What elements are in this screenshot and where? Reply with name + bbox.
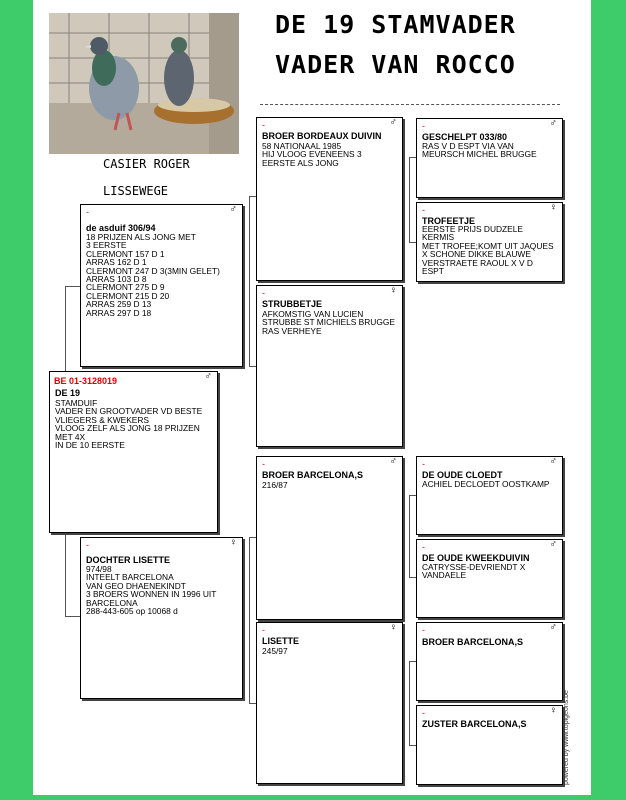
owner-place: LISSEWEGE bbox=[103, 184, 169, 198]
female-icon: ♀ bbox=[229, 537, 237, 548]
connector-line bbox=[409, 577, 416, 578]
pigeon-description: STAMDUIF VADER EN GROOTVADER VD BESTE VLIEGERS & KWEKERS VLOOG ZELF ALS JONG 18 PRIJZEN MET 4X IN DE 10 EERSTE bbox=[55, 398, 203, 451]
title-divider bbox=[260, 104, 560, 105]
connector-line bbox=[249, 196, 256, 197]
connector-line bbox=[409, 661, 410, 745]
pigeon-card-mm[interactable] bbox=[256, 622, 403, 784]
male-icon: ♂ bbox=[549, 622, 557, 633]
pigeon-description: EERSTE PRIJS DUDZELE KERMIS MET TROFEE;KOMT UIT JAQUES X SCHONE DIKKE BLAUWE VERSTRAETE RAOUL X V D ESPT bbox=[422, 224, 554, 277]
male-icon: ♂ bbox=[549, 539, 557, 550]
male-icon: ♂ bbox=[229, 204, 237, 215]
pigeon-description: RAS V D ESPT VIA VAN MEURSCH MICHEL BRUGGE bbox=[422, 141, 537, 160]
pigeon-card-mf[interactable] bbox=[256, 456, 403, 620]
title-line-2: VADER VAN ROCCO bbox=[275, 50, 516, 79]
ring-placeholder: - bbox=[422, 625, 425, 635]
connector-line bbox=[409, 157, 416, 158]
pigeon-description: 245/97 bbox=[262, 646, 288, 656]
connector-line bbox=[409, 242, 416, 243]
ring-placeholder: - bbox=[86, 207, 89, 217]
ring-placeholder: - bbox=[422, 121, 425, 131]
pigeon-card-mother[interactable] bbox=[80, 537, 243, 699]
pigeon-name: STRUBBETJE bbox=[262, 299, 323, 309]
ring-placeholder: - bbox=[422, 708, 425, 718]
ring-placeholder: - bbox=[262, 288, 265, 298]
pigeon-card-fm[interactable] bbox=[256, 285, 403, 447]
ring-placeholder: - bbox=[422, 459, 425, 469]
pigeon-description: AFKOMSTIG VAN LUCIEN STRUBBE ST MICHIELS BRUGGE RAS VERHEYE bbox=[262, 309, 395, 336]
connector-line bbox=[65, 286, 80, 287]
pigeon-card-ff[interactable] bbox=[256, 117, 403, 281]
connector-line bbox=[409, 495, 410, 577]
ring-placeholder: - bbox=[262, 625, 265, 635]
female-icon: ♀ bbox=[389, 622, 397, 633]
pigeon-description: CATRYSSE-DEVRIENDT X VANDAELE bbox=[422, 562, 526, 581]
connector-line bbox=[249, 366, 256, 367]
pigeon-name: BROER BORDEAUX DUIVIN bbox=[262, 131, 382, 141]
ring-placeholder: - bbox=[262, 459, 265, 469]
connector-line bbox=[249, 196, 250, 366]
male-icon: ♂ bbox=[389, 117, 397, 128]
pigeon-card-subject[interactable] bbox=[49, 371, 218, 533]
powered-by-credit[interactable]: powered by www.topigeons.be bbox=[563, 690, 570, 785]
ring-number: BE 01-3128019 bbox=[54, 376, 118, 386]
male-icon: ♂ bbox=[389, 456, 397, 467]
connector-line bbox=[409, 745, 416, 746]
pigeon-name: ZUSTER BARCELONA,S bbox=[422, 719, 527, 729]
pigeon-description: 974/98 INTEELT BARCELONA VAN GEO DHAENEKINDT 3 BROERS WONNEN IN 1996 UIT BARCELONA 288-443-605 op 10068 d bbox=[86, 564, 217, 617]
connector-line bbox=[65, 616, 80, 617]
pigeon-card-mmf[interactable] bbox=[416, 622, 563, 701]
connector-line bbox=[409, 157, 410, 242]
connector-line bbox=[409, 661, 416, 662]
pigeon-name: de asduif 306/94 bbox=[86, 223, 156, 233]
pigeon-card-mmm[interactable] bbox=[416, 705, 563, 785]
ring-placeholder: - bbox=[262, 120, 265, 130]
title-line-1: DE 19 STAMVADER bbox=[275, 10, 516, 39]
female-icon: ♀ bbox=[549, 202, 557, 213]
connector-line bbox=[409, 495, 416, 496]
pigeon-description: ACHIEL DECLOEDT OOSTKAMP bbox=[422, 479, 550, 489]
pigeon-name: LISETTE bbox=[262, 636, 300, 646]
pigeon-name: DE OUDE KWEEKDUIVIN bbox=[422, 553, 530, 563]
pigeon-description: 18 PRIJZEN ALS JONG MET 3 EERSTE CLERMONT 157 D 1 ARRAS 162 D 1 CLERMONT 247 D 3(3MIN GELET) ARRAS 103 D 8 CLERMONT 275 D 9 CLERMONT 215 D 20 ARRAS 259 D 13 ARRAS 297 D 18 bbox=[86, 232, 220, 318]
ring-placeholder: - bbox=[86, 540, 89, 550]
pigeon-name: BROER BARCELONA,S bbox=[262, 470, 364, 480]
pigeon-card-fff[interactable] bbox=[416, 118, 563, 198]
pigeon-photo bbox=[49, 13, 239, 154]
pigeon-name: DE OUDE CLOEDT bbox=[422, 470, 503, 480]
connector-line bbox=[249, 703, 256, 704]
male-icon: ♂ bbox=[549, 456, 557, 467]
pigeon-name: BROER BARCELONA,S bbox=[422, 637, 524, 647]
pigeon-card-father[interactable] bbox=[80, 204, 243, 367]
ring-placeholder: - bbox=[422, 205, 425, 215]
owner-name: CASIER ROGER bbox=[103, 157, 190, 171]
pigeon-card-mfm[interactable] bbox=[416, 539, 563, 618]
ring-placeholder: - bbox=[422, 542, 425, 552]
pigeon-description: 58 NATIONAAL 1985 HIJ VLOOG EVENEENS 3 EERSTE ALS JONG bbox=[262, 141, 362, 168]
pigeon-name: DE 19 bbox=[55, 388, 81, 398]
male-icon: ♂ bbox=[204, 371, 212, 382]
connector-line bbox=[65, 532, 66, 616]
female-icon: ♀ bbox=[389, 285, 397, 296]
pigeon-card-mff[interactable] bbox=[416, 456, 563, 535]
pigeon-name: TROFEETJE bbox=[422, 216, 476, 226]
pigeon-name: GESCHELPT 033/80 bbox=[422, 132, 508, 142]
male-icon: ♂ bbox=[549, 118, 557, 129]
connector-line bbox=[65, 286, 66, 372]
pigeon-description: 216/87 bbox=[262, 480, 288, 490]
pigeon-card-ffm[interactable] bbox=[416, 202, 563, 282]
pigeon-name: DOCHTER LISETTE bbox=[86, 555, 171, 565]
female-icon: ♀ bbox=[549, 705, 557, 716]
connector-line bbox=[249, 537, 256, 538]
connector-line bbox=[249, 537, 250, 703]
